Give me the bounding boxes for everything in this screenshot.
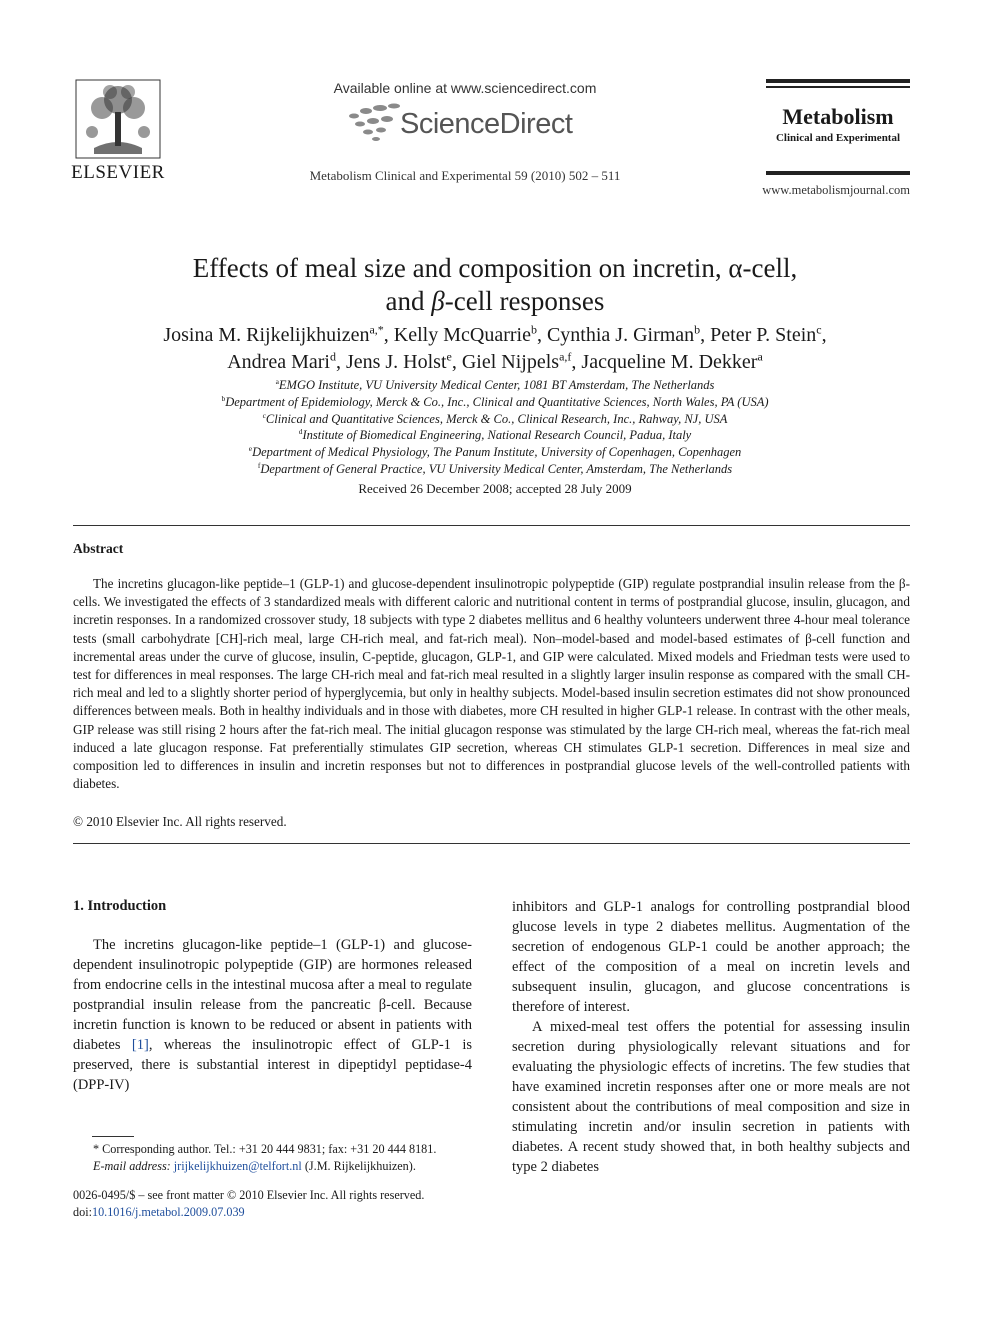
author-affiliation-marker: a (757, 349, 763, 364)
author-separator: , (700, 324, 711, 346)
intro-paragraph-1-text: The incretins glucagon-like peptide–1 (GLP-1) and glucose-dependent insulinotropic polypeptide (GIP) are hormones released from endocrine cells in the intestinal mucosa after a meal to regulate postprandial insulin release from the pancreatic β-cell. Because incretin function is known to be reduced or absent in patients with diabetes (73, 937, 472, 1053)
article-title (100, 252, 890, 318)
affiliation-item (80, 427, 910, 444)
author-separator: , (335, 351, 346, 373)
intro-paragraph-1-continued: inhibitors and GLP-1 analogs for controlling postprandial blood glucose levels in type 2 diabetes mellitus. Augmentation of the secretion of endogenous GLP-1 could be another approach; the effect of the composition of a meal on incretin levels and subsequent insulin, glucagon, and glucose concentrations is therefore of interest. (512, 899, 910, 1015)
author-name: Peter P. Stein (710, 324, 817, 346)
sciencedirect-wordmark: ScienceDirect (400, 108, 573, 140)
affiliation-text: Institute of Biomedical Engineering, National Research Council, Padua, Italy (302, 428, 692, 443)
affiliation-text: EMGO Institute, VU University Medical Center, 1081 BT Amsterdam, The Netherlands (278, 378, 715, 392)
received-dates: Received 26 December 2008; accepted 28 July 2009 (358, 481, 632, 496)
author-name: Jacqueline M. Dekker (581, 351, 758, 373)
journal-logo-top-rule-thin (766, 86, 910, 88)
reference-link-1[interactable]: [1] (131, 1037, 149, 1053)
article-title-beta: β (431, 286, 445, 316)
elsevier-wordmark: ELSEVIER (71, 162, 165, 183)
sciencedirect-dots-icon (346, 102, 408, 142)
doi-link[interactable]: 10.1016/j.metabol.2009.07.039 (91, 1205, 245, 1219)
article-title-line2-post: -cell responses (444, 286, 605, 316)
affiliation-marker: a (275, 376, 279, 386)
available-online-text: Available online at www.sciencedirect.com (333, 80, 597, 96)
author-line-1 (80, 322, 910, 349)
author-name: Cynthia J. Girman (546, 324, 695, 346)
affiliation-text: Department of Medical Physiology, The Panum Institute, University of Copenhagen, Copenhagen (252, 445, 742, 460)
article-title-line1: Effects of meal size and composition on incretin, α-cell, (192, 253, 798, 283)
affiliation-marker: f (257, 460, 261, 470)
journal-citation: Metabolism Clinical and Experimental 59 (2010) 502 – 511 (309, 168, 621, 183)
journal-url-link[interactable]: www.metabolismjournal.com (762, 183, 910, 197)
article-title-line2-pre: and (385, 286, 432, 316)
email-suffix: (J.M. Rijkelijkhuizen). (301, 1159, 416, 1173)
affiliation-marker: b (221, 393, 226, 403)
affiliation-item (80, 411, 910, 428)
author-separator: , (383, 324, 394, 346)
author-name: Jens J. Holst (345, 351, 447, 373)
journal-logo-title: Metabolism (782, 104, 894, 129)
author-separator: , (821, 324, 827, 346)
author-separator: , (571, 351, 582, 373)
affiliation-text: Department of General Practice, VU University Medical Center, Amsterdam, The Netherlands (260, 461, 733, 476)
journal-logo-subtitle: Clinical and Experimental (775, 132, 901, 144)
author-affiliation-marker: e (446, 349, 452, 364)
abstract-body: The incretins glucagon-like peptide–1 (GLP-1) and glucose-dependent insulinotropic polypeptide (GIP) regulate postprandial insulin release from the β-cells. We investigated the effects of 3 standardized meals with different caloric and nutritional content in terms of postprandial glucose, insulin, glucagon, and incretin responses. In a randomized crossover study, 18 subjects with type 2 diabetes mellitus and 6 healthy volunteers underwent three 4-hour meal tolerance tests (small carbohydrate [CH]-rich meal, large CH-rich meal, and fat-rich meal). Non–model-based and model-based estimates of β-cell function and incremental areas under the curve of glucose, insulin, C-peptide, glucagon, GLP-1, and GIP were calculated. Mixed models and Friedman tests were used to test for differences in meal responses. The large CH-rich meal and fat-rich meal resulted in a slightly larger insulin response as compared with the small CH-rich meal and led to a slightly shorter period of hyperglycemia, but only in healthy subjects. Model-based insulin secretion estimates did not show pronounced differences between meals. Both in healthy individuals and in those with diabetes, more CH resulted in higher GLP-1 release. In contrast with the other meals, GIP release was still rising 2 hours after the fat-rich meal. The initial glucagon response was stimulated by the large CH-rich meal, whereas the fat-rich meal induced a late glucagon response. Fat preferentially stimulates GIP secretion, whereas CH stimulates GLP-1 secretion. Differences in meal size and composition led to differences in insulin and incretin responses but not to differences in postprandial glucose levels of the well-controlled patients with diabetes. (73, 576, 910, 792)
elsevier-tree-icon (74, 78, 162, 160)
email-label: E-mail address: (93, 1159, 174, 1173)
author-affiliation-marker: b (530, 322, 537, 337)
author-separator: , (451, 351, 462, 373)
intro-paragraph-1-text-end: , whereas the insulinotropic effect of GLP-1 is preserved, there is substantial interest in dipeptidyl peptidase-4 (DPP-IV) (73, 1037, 473, 1093)
affiliation-marker: e (248, 444, 253, 454)
abstract-top-rule (73, 525, 910, 526)
affiliation-list (80, 377, 910, 478)
issn-copyright: 0026-0495/$ – see front matter © 2010 Elsevier Inc. All rights reserved. (73, 1188, 425, 1202)
section-heading-introduction: 1. Introduction (73, 898, 167, 914)
author-name: Kelly McQuarrie (393, 324, 531, 346)
affiliation-marker: d (298, 427, 303, 437)
abstract-heading: Abstract (73, 541, 124, 556)
affiliation-text: Clinical and Quantitative Sciences, Merck & Co., Clinical Research, Inc., Rahway, NJ, USA (265, 411, 728, 426)
footnote-rule (92, 1136, 134, 1137)
front-matter-info (73, 1187, 483, 1221)
corresponding-author-note: * Corresponding author. Tel.: +31 20 444 9831; fax: +31 20 444 8181. (93, 1142, 437, 1156)
journal-logo-top-rule (766, 79, 910, 83)
doi-line (73, 1204, 483, 1221)
affiliation-text: Department of Epidemiology, Merck & Co., Inc., Clinical and Quantitative Sciences, North Wales, PA (USA) (225, 394, 769, 409)
intro-paragraph-2: A mixed-meal test offers the potential for assessing insulin secretion during physiologically relevant situations and for evaluating the physiologic effects of incretins. The few studies that have examined incretin responses after one or more meals are not consistent about the contributions of meal composition and size in stimulating incretin and/or insulin secretion in patients with diabetes. A recent study showed that, in both healthy subjects and type 2 diabetes (512, 1019, 910, 1175)
sciencedirect-logo (346, 102, 586, 144)
author-affiliation-marker: a,* (369, 322, 384, 337)
email-note (73, 1158, 473, 1175)
elsevier-logo (70, 78, 166, 182)
abstract-copyright: © 2010 Elsevier Inc. All rights reserved. (73, 814, 287, 829)
intro-paragraph-1 (73, 935, 472, 1095)
email-link[interactable]: jrijkelijkhuizen@telfort.nl (173, 1159, 302, 1173)
affiliation-item (80, 461, 910, 478)
affiliation-marker: c (262, 410, 266, 420)
footnotes (73, 1141, 473, 1175)
author-name: Giel Nijpels (461, 351, 560, 373)
author-list (80, 322, 910, 376)
journal-logo-bottom-rule (766, 171, 910, 175)
left-column (73, 935, 472, 1095)
author-name: Josina M. Rijkelijkhuizen (163, 324, 370, 346)
author-affiliation-marker: c (816, 322, 822, 337)
author-line-2 (80, 349, 910, 376)
doi-label: doi: (73, 1205, 92, 1219)
author-name: Andrea Mari (227, 351, 330, 373)
affiliation-item (80, 377, 910, 394)
affiliation-item (80, 394, 910, 411)
affiliation-item (80, 444, 910, 461)
author-affiliation-marker: a,f (559, 349, 572, 364)
right-column (512, 897, 910, 1177)
author-affiliation-marker: d (329, 349, 336, 364)
author-affiliation-marker: b (694, 322, 701, 337)
author-separator: , (536, 324, 547, 346)
abstract-bottom-rule (73, 843, 910, 844)
